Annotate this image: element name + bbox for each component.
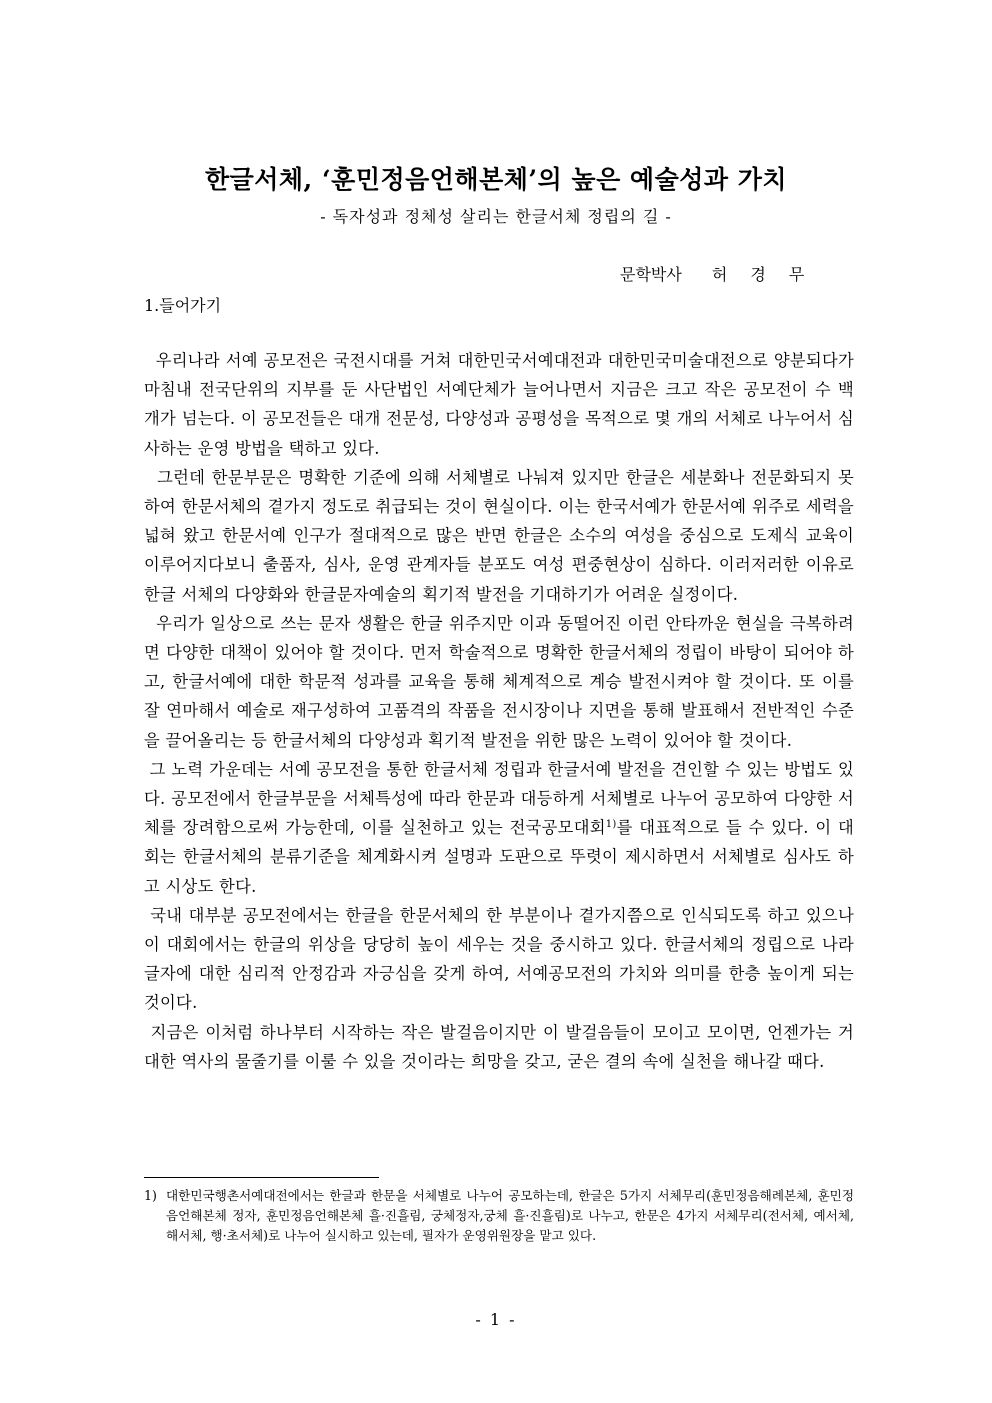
author-name: 허 경 무 (711, 265, 814, 284)
section-heading: 1.들어가기 (144, 296, 222, 315)
document-title: 한글서체, ‘훈민정음언해본체’의 높은 예술성과 가치 (204, 165, 788, 194)
footnote-reference[interactable]: 1) (605, 819, 617, 831)
paragraph: 그 노력 가운데는 서예 공모전을 통한 한글서체 정립과 한글서예 발전을 견인할 수 있는 방법도 있다. 공모전에서 한글부문을 서체특성에 따라 한문과 대등하게 서체별로 나누어 공모하여 다양한 서체를 장려함으로써 가능한데, 이를 실천하고 있는 전국공모대회$^{1)}$를 대표적으로 들 수 있다. 이 대회는 한글서체의 분류기준을 체계화시켜 설명과 도판으로 뚜렷이 제시하면서 서체별로 심사도 하고 시상도 한다. (144, 759, 854, 896)
paragraph: 지금은 이처럼 하나부터 시작하는 작은 발걸음이지만 이 발걸음들이 모이고 모이면, 언젠가는 거대한 역사의 물줄기를 이룰 수 있을 것이라는 희망을 갖고, 굳은 결의 속에 실천을 해나갈 때다. (144, 1022, 854, 1071)
footnote-text: 대한민국행촌서예대전에서는 한글과 한문을 서체별로 나누어 공모하는데, 한글은 5가지 서체무리(훈민정음해례본체, 훈민정음언해본체 정자, 훈민정음언해본체 흘·진흘림, 궁체정자,궁체 흘·진흘림)로 나누고, 한문은 4가지 서체무리(전서체, 예서체, 해서체, 행·초서체)로 나누어 실시하고 있는데, 필자가 운영위원장을 맡고 있다. (166, 1188, 854, 1243)
author-role: 문학박사 (620, 265, 682, 284)
paragraph: 우리가 일상으로 쓰는 문자 생활은 한글 위주지만 이과 동떨어진 이런 안타까운 현실을 극복하려면 다양한 대책이 있어야 할 것이다. 먼저 학술적으로 명확한 한글서체의 정립이 바탕이 되어야 하고, 한글서예에 대한 학문적 성과를 교육을 통해 체계적으로 계승 발전시켜야 할 것이다. 또 이를 잘 연마해서 예술로 재구성하여 고품격의 작품을 전시장이나 지면을 통해 발표해서 전반적인 수준을 끌어올리는 등 한글서체의 다양성과 획기적 발전을 위한 많은 노력이 있어야 할 것이다. (144, 613, 854, 750)
page-number: - 1 - (475, 1310, 517, 1329)
body-text (144, 346, 854, 1076)
author-line (620, 262, 813, 285)
footnote (144, 1186, 854, 1246)
footnote-number: 1) (144, 1188, 157, 1203)
document-subtitle: - 독자성과 정체성 살리는 한글서체 정립의 길 - (320, 207, 672, 226)
footnote-divider (144, 1177, 379, 1178)
paragraph: 국내 대부분 공모전에서는 한글을 한문서체의 한 부분이나 곁가지쯤으로 인식되도록 하고 있으나 이 대회에서는 한글의 위상을 당당히 높이 세우는 것을 중시하고 있다. 한글서체의 정립으로 나라글자에 대한 심리적 안정감과 자긍심을 갖게 하여, 서예공모전의 가치와 의미를 한층 높이게 되는 것이다. (144, 905, 854, 1013)
paragraph: 그런데 한문부문은 명확한 기준에 의해 서체별로 나눠져 있지만 한글은 세분화나 전문화되지 못하여 한문서체의 곁가지 정도로 취급되는 것이 현실이다. 이는 한국서예가 한문서예 위주로 세력을 넓혀 왔고 한문서예 인구가 절대적으로 많은 반면 한글은 소수의 여성을 중심으로 도제식 교육이 이루어지다보니 출품자, 심사, 운영 관계자들 분포도 여성 편중현상이 심하다. 이러저러한 이유로 한글 서체의 다양화와 한글문자예술의 획기적 발전을 기대하기가 어려운 실정이다. (144, 467, 855, 604)
paragraph: 우리나라 서예 공모전은 국전시대를 거쳐 대한민국서예대전과 대한민국미술대전으로 양분되다가 마침내 전국단위의 지부를 둔 사단법인 서예단체가 늘어나면서 지금은 크고 작은 공모전이 수 백 개가 넘는다. 이 공모전들은 대개 전문성, 다양성과 공평성을 목적으로 몇 개의 서체로 나누어서 심사하는 운영 방법을 택하고 있다. (144, 351, 854, 458)
